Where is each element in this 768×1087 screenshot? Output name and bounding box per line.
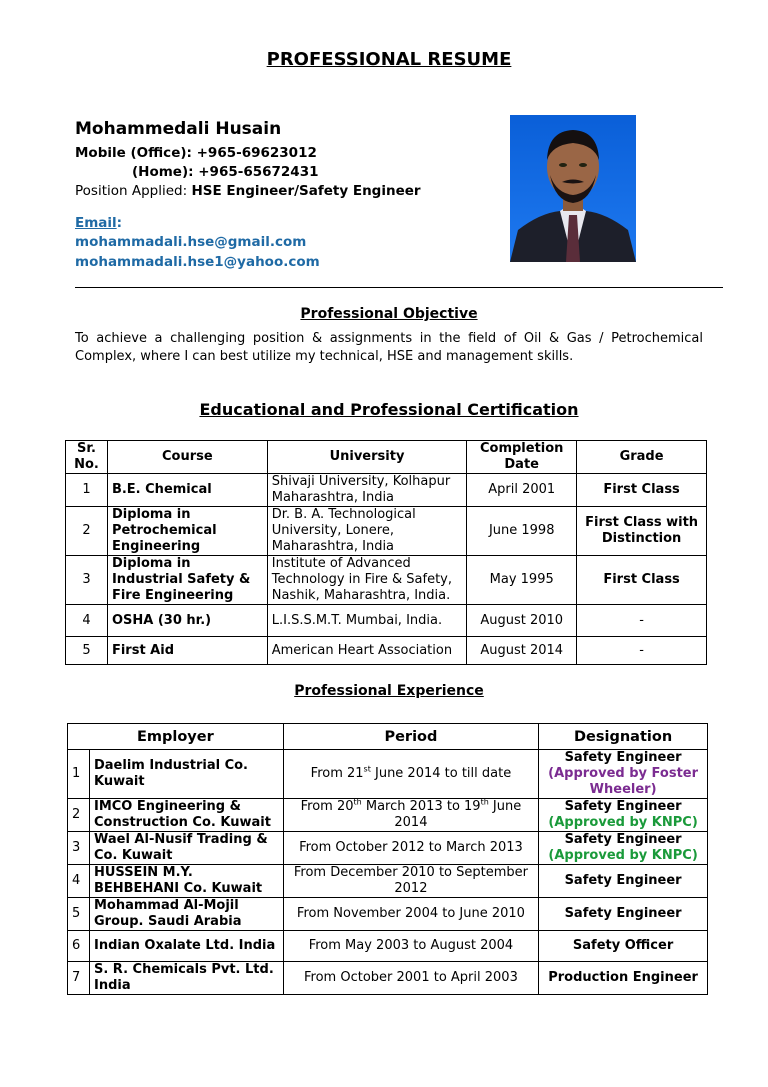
exp-employer: Wael Al-Nusif Trading & Co. Kuwait bbox=[89, 832, 283, 865]
exp-no: 4 bbox=[68, 865, 90, 898]
approval-note: (Approved by KNPC) bbox=[548, 815, 698, 830]
table-header-row bbox=[66, 441, 707, 474]
period-text: March 2013 to 19 bbox=[361, 799, 481, 814]
edu-no: 4 bbox=[66, 605, 108, 637]
edu-course: First Aid bbox=[107, 637, 267, 665]
edu-date: August 2010 bbox=[467, 605, 577, 637]
col-header-designation: Designation bbox=[539, 724, 708, 750]
profile-photo bbox=[510, 115, 636, 262]
exp-designation bbox=[539, 799, 708, 832]
edu-grade: - bbox=[577, 637, 707, 665]
col-header-grade: Grade bbox=[577, 441, 707, 474]
edu-course: Diploma in Petrochemical Engineering bbox=[107, 507, 267, 556]
exp-employer: Mohammad Al-Mojil Group. Saudi Arabia bbox=[89, 898, 283, 931]
designation-text: Safety Engineer bbox=[564, 832, 682, 847]
edu-university: Shivaji University, Kolhapur Maharashtra, India bbox=[267, 474, 467, 507]
exp-designation: Safety Engineer bbox=[539, 898, 708, 931]
table-row bbox=[66, 605, 707, 637]
exp-no: 5 bbox=[68, 898, 90, 931]
exp-period: From November 2004 to June 2010 bbox=[283, 898, 538, 931]
edu-no: 3 bbox=[66, 556, 108, 605]
table-row bbox=[66, 474, 707, 507]
edu-course: Diploma in Industrial Safety & Fire Engineering bbox=[107, 556, 267, 605]
table-row bbox=[66, 637, 707, 665]
table-row bbox=[68, 898, 708, 931]
edu-grade: First Class bbox=[577, 474, 707, 507]
exp-no: 2 bbox=[68, 799, 90, 832]
header-divider bbox=[75, 287, 723, 288]
position-applied bbox=[75, 183, 421, 199]
position-prefix: Position Applied: bbox=[75, 183, 192, 199]
period-sup: th bbox=[353, 797, 362, 807]
designation-text: Safety Engineer bbox=[564, 750, 682, 765]
period-text: June 2014 bbox=[394, 799, 522, 830]
exp-designation bbox=[539, 750, 708, 799]
edu-grade: First Class with Distinction bbox=[577, 507, 707, 556]
education-heading: Educational and Professional Certification bbox=[199, 400, 579, 419]
exp-employer: Daelim Industrial Co. Kuwait bbox=[89, 750, 283, 799]
email-colon: : bbox=[116, 215, 123, 231]
edu-date: June 1998 bbox=[467, 507, 577, 556]
edu-no: 2 bbox=[66, 507, 108, 556]
experience-heading: Professional Experience bbox=[294, 683, 484, 699]
edu-grade: - bbox=[577, 605, 707, 637]
approval-note: (Approved by Foster Wheeler) bbox=[548, 766, 699, 797]
edu-university: American Heart Association bbox=[267, 637, 467, 665]
page-title: PROFESSIONAL RESUME bbox=[266, 49, 512, 70]
exp-period bbox=[283, 750, 538, 799]
experience-table bbox=[67, 723, 708, 995]
col-header-srno: Sr. No. bbox=[66, 441, 108, 474]
mobile-home: (Home): +965-65672431 bbox=[132, 164, 319, 180]
edu-date: May 1995 bbox=[467, 556, 577, 605]
period-text: From 20 bbox=[300, 799, 354, 814]
col-header-period: Period bbox=[283, 724, 538, 750]
table-row bbox=[68, 750, 708, 799]
edu-university: Institute of Advanced Technology in Fire & Safety, Nashik, Maharashtra, India. bbox=[267, 556, 467, 605]
exp-period bbox=[283, 799, 538, 832]
exp-employer: HUSSEIN M.Y. BEHBEHANI Co. Kuwait bbox=[89, 865, 283, 898]
exp-employer: S. R. Chemicals Pvt. Ltd. India bbox=[89, 962, 283, 995]
col-header-university: University bbox=[267, 441, 467, 474]
exp-employer: IMCO Engineering & Construction Co. Kuwait bbox=[89, 799, 283, 832]
col-header-date: Completion Date bbox=[467, 441, 577, 474]
applicant-name: Mohammedali Husain bbox=[75, 119, 282, 139]
table-row bbox=[68, 832, 708, 865]
edu-university: Dr. B. A. Technological University, Lonere, Maharashtra, India bbox=[267, 507, 467, 556]
exp-period: From October 2012 to March 2013 bbox=[283, 832, 538, 865]
period-text: From 21 bbox=[310, 766, 364, 781]
email-label: Email bbox=[75, 215, 117, 231]
table-row bbox=[68, 931, 708, 962]
table-header-row bbox=[68, 724, 708, 750]
table-row bbox=[68, 799, 708, 832]
exp-period: From October 2001 to April 2003 bbox=[283, 962, 538, 995]
email-primary[interactable]: mohammadali.hse@gmail.com bbox=[75, 234, 307, 250]
designation-text: Safety Engineer bbox=[564, 799, 682, 814]
objective-text: To achieve a challenging position & assignments in the field of Oil & Gas / Petrochemical Complex, where I can best utilize my technical, HSE and management skills. bbox=[75, 331, 703, 364]
exp-designation: Safety Engineer bbox=[539, 865, 708, 898]
col-header-course: Course bbox=[107, 441, 267, 474]
period-sup: st bbox=[363, 764, 371, 774]
edu-course: B.E. Chemical bbox=[107, 474, 267, 507]
table-row bbox=[66, 556, 707, 605]
period-text: June 2014 to till date bbox=[370, 766, 512, 781]
exp-period: From May 2003 to August 2004 bbox=[283, 931, 538, 962]
email-secondary[interactable]: mohammadali.hse1@yahoo.com bbox=[75, 254, 320, 270]
exp-employer: Indian Oxalate Ltd. India bbox=[89, 931, 283, 962]
exp-designation: Production Engineer bbox=[539, 962, 708, 995]
col-header-employer: Employer bbox=[68, 724, 284, 750]
edu-course: OSHA (30 hr.) bbox=[107, 605, 267, 637]
mobile-office: Mobile (Office): +965-69623012 bbox=[75, 145, 317, 161]
edu-grade: First Class bbox=[577, 556, 707, 605]
edu-university: L.I.S.S.M.T. Mumbai, India. bbox=[267, 605, 467, 637]
exp-no: 7 bbox=[68, 962, 90, 995]
exp-no: 6 bbox=[68, 931, 90, 962]
edu-no: 1 bbox=[66, 474, 108, 507]
approval-note: (Approved by KNPC) bbox=[548, 848, 698, 863]
period-sup: th bbox=[480, 797, 489, 807]
exp-period: From December 2010 to September 2012 bbox=[283, 865, 538, 898]
objective-heading: Professional Objective bbox=[300, 306, 478, 322]
table-row bbox=[68, 865, 708, 898]
table-row bbox=[66, 507, 707, 556]
email-heading bbox=[75, 215, 122, 231]
edu-no: 5 bbox=[66, 637, 108, 665]
edu-date: April 2001 bbox=[467, 474, 577, 507]
edu-date: August 2014 bbox=[467, 637, 577, 665]
exp-no: 1 bbox=[68, 750, 90, 799]
exp-designation bbox=[539, 832, 708, 865]
education-table bbox=[65, 440, 707, 665]
position-value: HSE Engineer/Safety Engineer bbox=[191, 183, 421, 199]
table-row bbox=[68, 962, 708, 995]
exp-designation: Safety Officer bbox=[539, 931, 708, 962]
exp-no: 3 bbox=[68, 832, 90, 865]
